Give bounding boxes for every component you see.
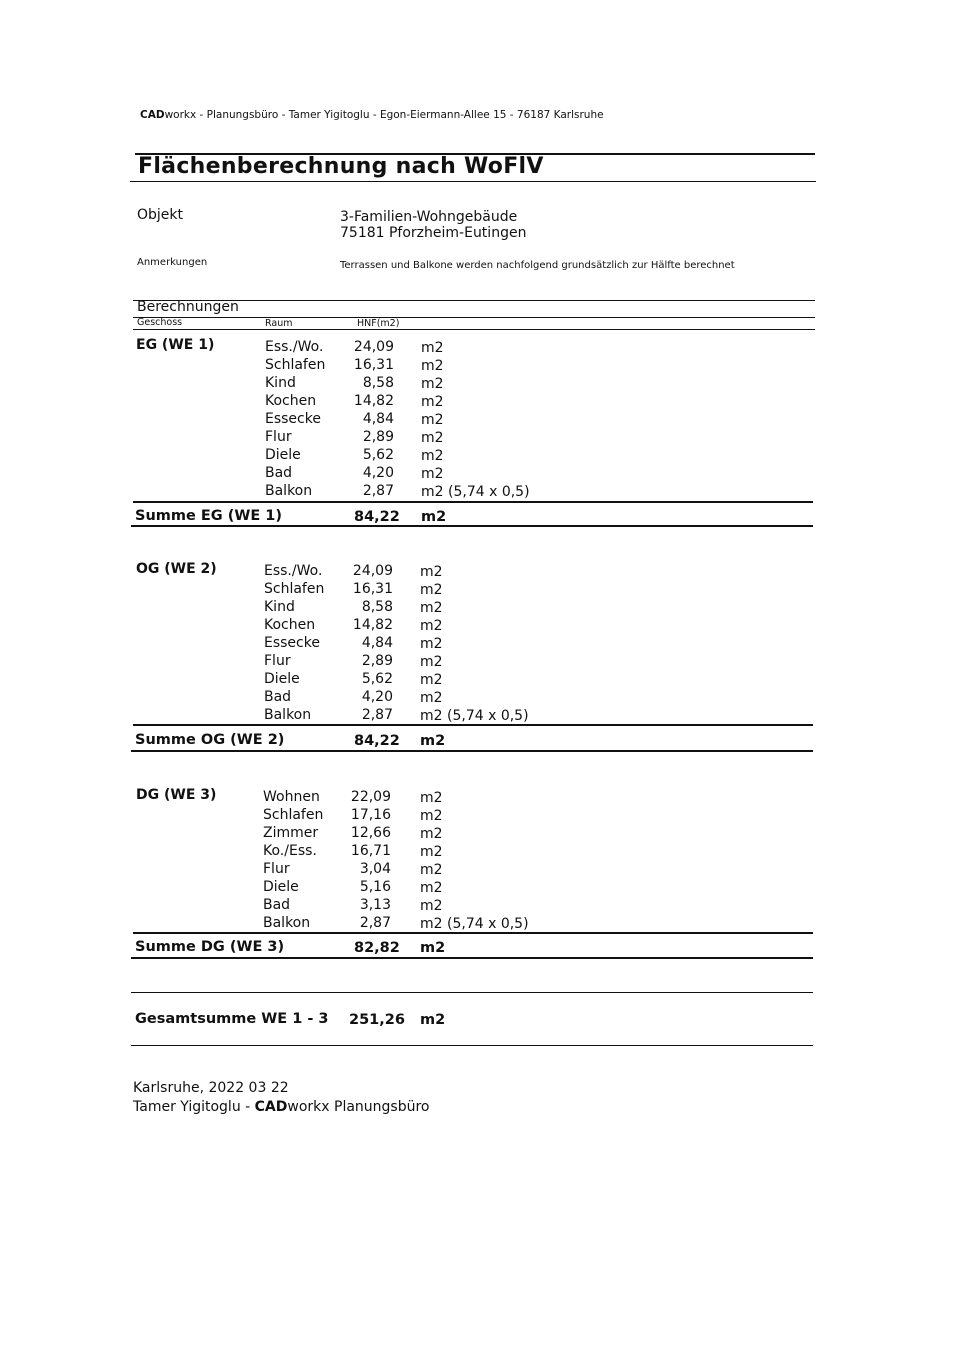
row-value: 14,82 bbox=[353, 393, 394, 409]
letterhead-text: workx - Planungsbüro - Tamer Yigitoglu - Egon-Eiermann-Allee 15 - 76187 Karlsruhe bbox=[164, 109, 604, 121]
row-value: 2,87 bbox=[359, 915, 391, 931]
row-value: 5,62 bbox=[362, 447, 394, 463]
row-value: 5,16 bbox=[359, 879, 391, 895]
section-name: OG (WE 2) bbox=[136, 561, 217, 577]
row-unit: m2 bbox=[420, 600, 443, 616]
row-raum: Essecke bbox=[264, 635, 320, 651]
row-raum: Bad bbox=[265, 465, 293, 481]
row-raum: Flur bbox=[265, 429, 292, 445]
row-unit: m2 bbox=[421, 358, 444, 374]
row-raum: Flur bbox=[264, 653, 291, 669]
row-unit: m2 bbox=[420, 582, 443, 598]
row-unit: m2 bbox=[420, 790, 443, 806]
row-unit: m2 bbox=[420, 690, 443, 706]
row-unit: m2 (5,74 x 0,5) bbox=[420, 708, 529, 724]
row-unit: m2 bbox=[420, 672, 443, 688]
objekt-line2: 75181 Pforzheim-Eutingen bbox=[340, 225, 527, 241]
row-value: 16,31 bbox=[353, 357, 394, 373]
sum-label: Summe DG (WE 3) bbox=[135, 939, 285, 955]
letterhead-brand: CAD bbox=[140, 109, 165, 121]
sum-label: Summe EG (WE 1) bbox=[135, 508, 283, 524]
row-value: 16,31 bbox=[352, 581, 393, 597]
anmerkungen-label: Anmerkungen bbox=[137, 257, 208, 268]
row-unit: m2 bbox=[420, 808, 443, 824]
row-unit: m2 bbox=[420, 898, 443, 914]
row-raum: Balkon bbox=[263, 915, 311, 931]
footer-signer-suffix: workx Planungsbüro bbox=[287, 1099, 430, 1115]
row-raum: Bad bbox=[263, 897, 291, 913]
sum-top-rule bbox=[133, 932, 813, 934]
row-unit: m2 (5,74 x 0,5) bbox=[420, 916, 529, 932]
title-bottom-rule bbox=[130, 181, 816, 182]
sum-bottom-rule bbox=[131, 525, 813, 527]
row-value: 4,84 bbox=[362, 411, 394, 427]
row-raum: Schlafen bbox=[263, 807, 324, 823]
row-unit: m2 (5,74 x 0,5) bbox=[421, 484, 530, 500]
row-raum: Schlafen bbox=[265, 357, 326, 373]
footer-signer bbox=[133, 1099, 430, 1115]
row-unit: m2 bbox=[421, 394, 444, 410]
row-raum: Essecke bbox=[265, 411, 321, 427]
row-value: 2,87 bbox=[361, 707, 393, 723]
row-raum: Ess./Wo. bbox=[265, 339, 324, 355]
row-value: 16,71 bbox=[350, 843, 391, 859]
row-unit: m2 bbox=[420, 844, 443, 860]
sum-value: 84,22 bbox=[354, 733, 400, 749]
row-raum: Diele bbox=[264, 671, 300, 687]
row-unit: m2 bbox=[420, 636, 443, 652]
row-raum: Diele bbox=[263, 879, 299, 895]
row-value: 2,89 bbox=[362, 429, 394, 445]
total-label: Gesamtsumme WE 1 - 3 bbox=[135, 1011, 329, 1027]
footer-place-date: Karlsruhe, 2022 03 22 bbox=[133, 1080, 289, 1096]
page-title: Flächenberechnung nach WoFlV bbox=[138, 154, 544, 179]
row-raum: Kochen bbox=[265, 393, 317, 409]
total-value: 251,26 bbox=[349, 1012, 405, 1028]
row-value: 4,20 bbox=[362, 465, 394, 481]
sum-unit: m2 bbox=[420, 733, 446, 749]
row-unit: m2 bbox=[421, 340, 444, 356]
total-top-rule bbox=[131, 992, 813, 993]
row-value: 22,09 bbox=[350, 789, 391, 805]
row-value: 14,82 bbox=[352, 617, 393, 633]
row-raum: Schlafen bbox=[264, 581, 325, 597]
row-unit: m2 bbox=[421, 430, 444, 446]
row-value: 4,84 bbox=[361, 635, 393, 651]
row-raum: Balkon bbox=[265, 483, 313, 499]
row-value: 3,04 bbox=[359, 861, 391, 877]
row-unit: m2 bbox=[420, 654, 443, 670]
row-raum: Balkon bbox=[264, 707, 312, 723]
col-raum: Raum bbox=[265, 318, 293, 329]
row-raum: Zimmer bbox=[263, 825, 319, 841]
sum-top-rule bbox=[133, 501, 813, 503]
row-raum: Kochen bbox=[264, 617, 316, 633]
row-raum: Flur bbox=[263, 861, 290, 877]
row-value: 2,87 bbox=[362, 483, 394, 499]
sum-unit: m2 bbox=[420, 940, 446, 956]
row-raum: Bad bbox=[264, 689, 292, 705]
row-unit: m2 bbox=[420, 862, 443, 878]
row-unit: m2 bbox=[420, 880, 443, 896]
row-raum: Diele bbox=[265, 447, 301, 463]
row-value: 12,66 bbox=[350, 825, 391, 841]
footer-signer-prefix: Tamer Yigitoglu - bbox=[133, 1099, 255, 1115]
objekt-label: Objekt bbox=[137, 207, 184, 223]
row-unit: m2 bbox=[420, 826, 443, 842]
row-value: 8,58 bbox=[361, 599, 393, 615]
row-value: 3,13 bbox=[359, 897, 391, 913]
row-raum: Kind bbox=[265, 375, 296, 391]
objekt-line1: 3-Familien-Wohngebäude bbox=[340, 209, 518, 225]
row-unit: m2 bbox=[420, 618, 443, 634]
row-raum: Ko./Ess. bbox=[263, 843, 317, 859]
section-name: DG (WE 3) bbox=[136, 787, 217, 803]
total-unit: m2 bbox=[420, 1012, 446, 1028]
berechnungen-bottom-rule bbox=[133, 329, 815, 330]
sum-bottom-rule bbox=[131, 957, 813, 959]
row-value: 24,09 bbox=[352, 563, 393, 579]
row-unit: m2 bbox=[421, 412, 444, 428]
section-name: EG (WE 1) bbox=[136, 337, 215, 353]
row-value: 4,20 bbox=[361, 689, 393, 705]
letterhead bbox=[140, 109, 604, 121]
berechnungen-mid-rule bbox=[133, 317, 815, 318]
anmerkungen-text: Terrassen und Balkone werden nachfolgend grundsätzlich zur Hälfte berechnet bbox=[340, 260, 735, 271]
row-value: 8,58 bbox=[362, 375, 394, 391]
sum-top-rule bbox=[133, 724, 813, 726]
sum-unit: m2 bbox=[421, 509, 447, 525]
col-geschoss: Geschoss bbox=[137, 317, 183, 328]
berechnungen-label: Berechnungen bbox=[137, 299, 239, 315]
sum-label: Summe OG (WE 2) bbox=[135, 732, 285, 748]
row-value: 5,62 bbox=[361, 671, 393, 687]
row-value: 2,89 bbox=[361, 653, 393, 669]
col-hnf: HNF(m2) bbox=[357, 318, 400, 329]
sum-value: 84,22 bbox=[354, 509, 400, 525]
sum-bottom-rule bbox=[131, 750, 813, 752]
row-unit: m2 bbox=[421, 376, 444, 392]
footer-brand: CAD bbox=[254, 1099, 288, 1115]
row-raum: Ess./Wo. bbox=[264, 563, 323, 579]
row-unit: m2 bbox=[420, 564, 443, 580]
row-unit: m2 bbox=[421, 466, 444, 482]
row-raum: Kind bbox=[264, 599, 295, 615]
row-raum: Wohnen bbox=[263, 789, 320, 805]
row-value: 17,16 bbox=[350, 807, 391, 823]
row-unit: m2 bbox=[421, 448, 444, 464]
row-value: 24,09 bbox=[353, 339, 394, 355]
sum-value: 82,82 bbox=[354, 940, 400, 956]
total-bottom-rule bbox=[131, 1045, 813, 1046]
